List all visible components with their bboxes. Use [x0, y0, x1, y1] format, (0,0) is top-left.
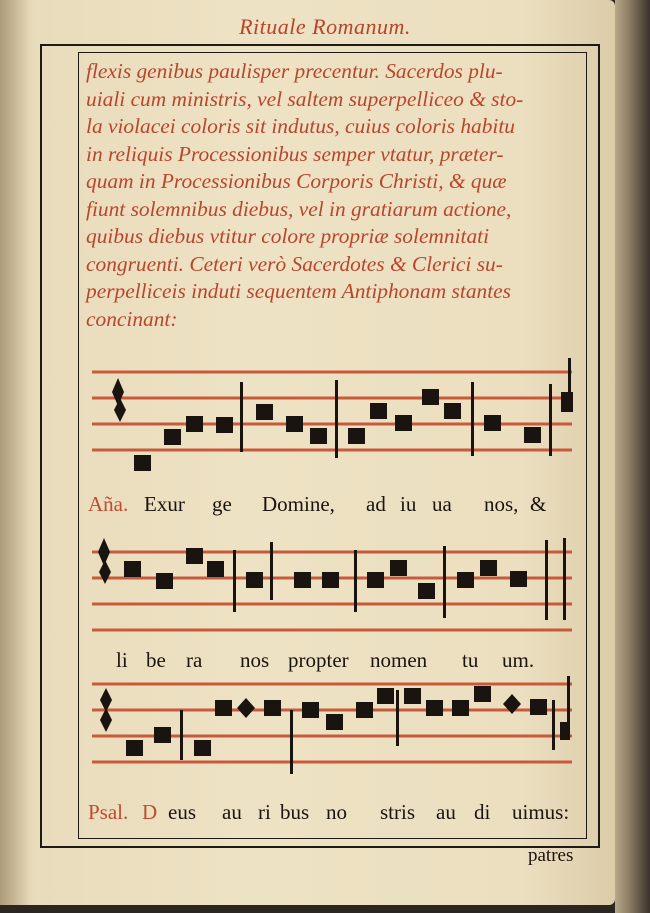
lyric-syllable: nomen	[370, 648, 428, 672]
rubric-line: quibus diebus vtitur colore propriæ solemnitati	[86, 224, 490, 248]
rubric-line: concinant:	[86, 306, 178, 331]
staff-3-notes	[100, 676, 570, 774]
lyric-syllable: Domine,	[262, 492, 335, 516]
rubric-line: in reliquis Processionibus semper vtatur, præter-	[86, 141, 504, 166]
rubric-line: flexis genibus paulisper precentur. Sacerdos plu-	[86, 59, 503, 83]
lyric-syllable: au	[222, 800, 242, 824]
running-head: Rituale Romanum.	[239, 14, 411, 39]
lyric-syllable: be	[146, 648, 166, 672]
lyric-syllable: iu	[400, 492, 417, 516]
rubric-line: fiunt solemnibus diebus, vel in gratiarum actione,	[86, 196, 512, 221]
lyric-syllable: eus	[168, 800, 196, 824]
lyric-syllable: ad	[366, 492, 386, 516]
lyric-syllable: li	[116, 648, 128, 672]
catchword: patres	[528, 845, 574, 866]
lyric-syllable: ua	[432, 492, 452, 516]
rubric-line: quam in Processionibus Corporis Christi, & quæ	[86, 169, 507, 193]
rubric-line: la violacei coloris sit indutus, cuius coloris habitu	[86, 114, 515, 138]
lyric-syllable: di	[474, 800, 491, 824]
lyric-syllable: propter	[288, 648, 349, 672]
lyric-syllable: au	[436, 800, 456, 824]
lyric-syllable: nos,	[484, 492, 519, 516]
lyric-syllable: stris	[380, 800, 416, 824]
lyric-syllable: nos	[240, 648, 270, 672]
lyric-syllable: bus	[280, 800, 310, 824]
lyric-syllable: ge	[212, 492, 232, 516]
staff-1-notes	[112, 358, 573, 471]
rubric-line: congruenti. Ceteri verò Sacerdotes & Clerici su-	[86, 251, 503, 276]
lyric-syllable: no	[326, 800, 347, 824]
psalm-initial: D	[142, 800, 158, 824]
rubric-line: perpelliceis induti sequentem Antiphonam stantes	[86, 279, 511, 303]
lyric-syllable: ra	[186, 648, 203, 672]
psalm-marker: Psal.	[88, 800, 129, 824]
rubric-line: uiali cum ministris, vel saltem superpelliceo & sto-	[86, 86, 524, 111]
lyric-syllable: uimus:	[512, 800, 570, 824]
lyric-syllable: Exur	[144, 492, 185, 516]
lyric-syllable: ri	[258, 800, 271, 824]
staff-2	[92, 552, 572, 630]
antiphon-marker: Aña.	[88, 492, 129, 516]
lyric-syllable: tu	[462, 648, 479, 672]
lyric-syllable: um.	[502, 648, 535, 672]
lyric-syllable: &	[530, 492, 547, 516]
